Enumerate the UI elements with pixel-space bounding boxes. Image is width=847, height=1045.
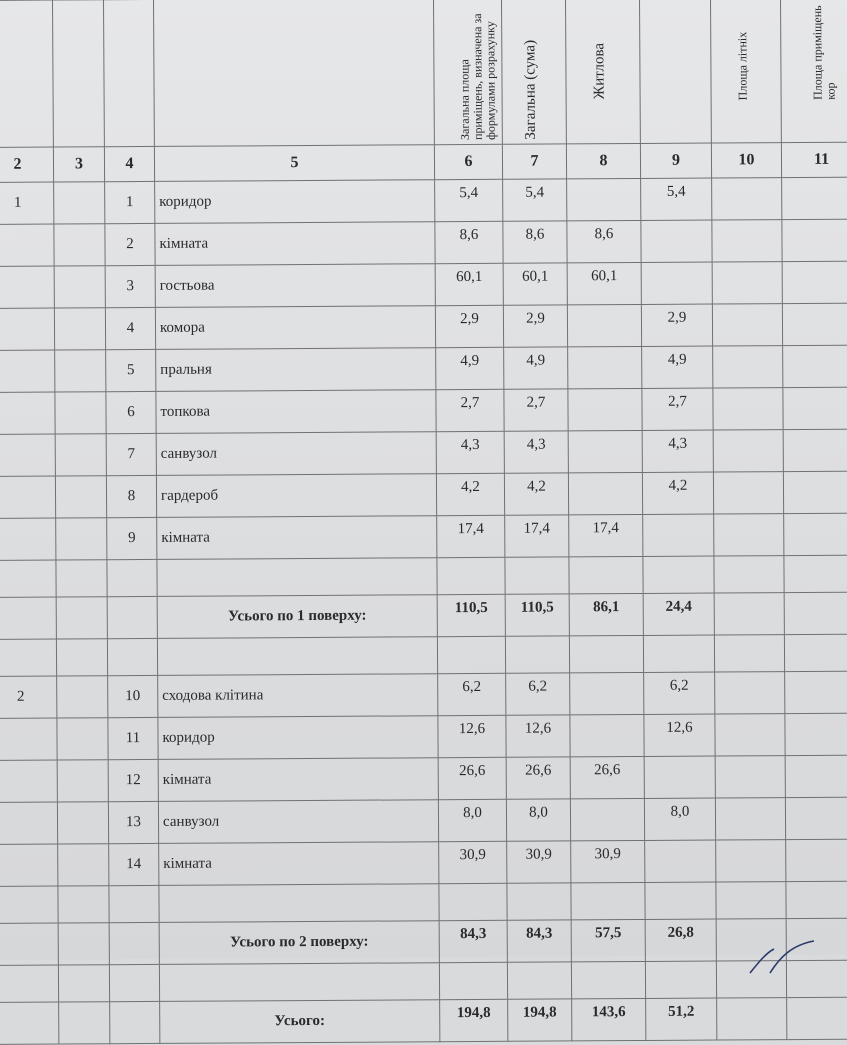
floor1-rows [0, 177, 847, 560]
table-row [0, 303, 847, 350]
empty-cell [783, 345, 847, 387]
area-auxiliary: 12,6 [644, 714, 715, 756]
area-total-formula: 8,0 [438, 799, 506, 841]
empty-cell [785, 713, 847, 755]
floor2-total-c8: 57,5 [571, 919, 645, 961]
floor2-total-c6: 84,3 [439, 920, 507, 962]
room-name: комора [155, 306, 435, 350]
area-total-formula: 12,6 [438, 715, 506, 757]
col-number: 2 [0, 147, 54, 182]
room-name: гостьова [155, 264, 435, 308]
blank-row [0, 555, 847, 597]
col-number: 6 [434, 144, 502, 179]
floor-number [0, 434, 55, 476]
floor-number [0, 844, 58, 886]
area-total-formula: 4,9 [436, 347, 504, 389]
blank-row [0, 881, 847, 923]
room-name: кімната [155, 222, 435, 266]
area-total-formula: 8,6 [435, 221, 503, 263]
area-living [568, 388, 642, 430]
area-total: 4,3 [504, 431, 568, 473]
floor-number: 1 [0, 182, 54, 224]
floor-number [0, 350, 55, 392]
room-number: 14 [109, 843, 159, 885]
area-total-formula: 2,7 [436, 389, 504, 431]
empty-cell [56, 518, 107, 560]
room-name: сходова клітина [158, 674, 438, 718]
empty-cell [57, 718, 108, 760]
floor-number [0, 718, 57, 760]
header-col8: Житлова [590, 42, 608, 100]
room-name: кімната [158, 758, 438, 802]
room-number: 2 [105, 223, 155, 265]
area-auxiliary [644, 756, 715, 798]
col-number: 5 [154, 145, 434, 182]
room-name: кімната [157, 516, 437, 560]
room-number: 7 [106, 433, 156, 475]
room-name: коридор [158, 716, 438, 760]
room-number: 1 [105, 181, 155, 223]
area-living [568, 346, 642, 388]
table-row [0, 261, 847, 308]
area-living: 30,9 [571, 840, 645, 882]
floor1-total-c6: 110,5 [437, 594, 505, 636]
empty-cell [714, 514, 784, 556]
col-number: 7 [502, 144, 566, 179]
area-total: 26,6 [506, 757, 570, 799]
empty-cell [782, 177, 847, 219]
area-total: 4,9 [504, 347, 568, 389]
empty-cell [715, 798, 785, 840]
area-total-formula: 6,2 [438, 673, 506, 715]
room-name: санвузол [156, 432, 436, 476]
area-living: 60,1 [567, 262, 641, 304]
area-total: 2,7 [504, 389, 568, 431]
area-auxiliary [641, 220, 712, 262]
empty-cell [785, 671, 847, 713]
floor1-total-c7: 110,5 [505, 594, 569, 636]
area-living [567, 304, 641, 346]
area-auxiliary: 2,7 [642, 388, 713, 430]
floor-number [0, 760, 57, 802]
table-row [0, 471, 847, 518]
area-total: 2,9 [503, 305, 567, 347]
area-total: 12,6 [506, 715, 570, 757]
floor2-rows [0, 671, 847, 886]
signature-mark [730, 935, 820, 975]
area-auxiliary: 2,9 [641, 304, 712, 346]
empty-cell [713, 472, 783, 514]
empty-cell [712, 304, 782, 346]
empty-cell [715, 756, 785, 798]
empty-cell [783, 387, 847, 429]
floor2-total-label: Усього по 2 поверху: [159, 921, 439, 965]
room-name: коридор [155, 180, 435, 224]
table-row [0, 387, 847, 434]
empty-cell [54, 266, 105, 308]
area-auxiliary [645, 840, 716, 882]
area-total-formula: 4,2 [436, 473, 504, 515]
area-auxiliary: 4,2 [642, 472, 713, 514]
col-number: 9 [640, 143, 711, 178]
area-auxiliary [641, 262, 712, 304]
empty-cell [782, 219, 847, 261]
empty-cell [58, 844, 109, 886]
grand-total-c7: 194,8 [508, 999, 572, 1041]
area-auxiliary [643, 514, 714, 556]
grand-total-c6: 194,8 [440, 999, 508, 1041]
empty-cell [713, 388, 783, 430]
room-number: 11 [108, 717, 158, 759]
empty-cell [782, 261, 847, 303]
floor-number [0, 308, 55, 350]
empty-cell [786, 839, 847, 881]
empty-cell [55, 392, 106, 434]
empty-cell [712, 178, 782, 220]
empty-cell [57, 760, 108, 802]
grand-total-row [0, 997, 847, 1044]
floor2-total-row [0, 918, 847, 965]
floor-number [0, 476, 56, 518]
empty-cell [712, 220, 782, 262]
floor-number [0, 518, 56, 560]
floor1-total-c8: 86,1 [569, 593, 643, 635]
floor-number: 2 [0, 676, 57, 718]
area-living: 17,4 [569, 514, 643, 556]
area-living [567, 178, 641, 220]
empty-cell [57, 802, 108, 844]
header-col6: Загальна площа приміщень, визначена за формулами розрахунку [456, 13, 498, 141]
area-total: 8,0 [506, 799, 570, 841]
col-number: 4 [104, 146, 154, 181]
area-living [568, 430, 642, 472]
room-name: гардероб [156, 474, 436, 518]
blank-row [0, 634, 847, 676]
floor-number [0, 224, 54, 266]
area-total-formula: 60,1 [435, 263, 503, 305]
grand-total-c9: 51,2 [646, 998, 717, 1040]
area-total-formula: 4,3 [436, 431, 504, 473]
empty-cell [712, 262, 782, 304]
table-row [0, 219, 847, 266]
grand-total-label: Усього: [160, 1000, 440, 1044]
area-total: 6,2 [506, 673, 570, 715]
room-number: 3 [105, 265, 155, 307]
area-total-formula: 26,6 [438, 757, 506, 799]
table-row [0, 839, 847, 886]
area-living [570, 798, 644, 840]
header-col10: Площа літніх [734, 31, 750, 101]
area-total-formula: 17,4 [437, 515, 505, 557]
room-number: 6 [106, 391, 156, 433]
area-auxiliary: 8,0 [644, 798, 715, 840]
header-col11: Площа приміщень кор [809, 5, 838, 100]
area-total: 17,4 [505, 515, 569, 557]
area-living [570, 714, 644, 756]
room-number: 9 [107, 517, 157, 559]
empty-cell [713, 430, 783, 472]
floor-number [0, 802, 58, 844]
floor2-total-c7: 84,3 [507, 920, 571, 962]
blank-row [0, 960, 847, 1002]
area-living: 26,6 [570, 756, 644, 798]
floor-number [0, 392, 55, 434]
empty-cell [713, 346, 783, 388]
empty-cell [782, 303, 847, 345]
room-name: пральня [156, 348, 436, 392]
col-number: 11 [781, 142, 847, 177]
empty-cell [55, 350, 106, 392]
floor1-total-c9: 24,4 [643, 593, 714, 635]
empty-cell [783, 429, 847, 471]
area-total: 5,4 [503, 179, 567, 221]
area-auxiliary: 4,9 [642, 346, 713, 388]
empty-cell [715, 672, 785, 714]
empty-cell [784, 513, 847, 555]
table-row [0, 345, 847, 392]
room-name: топкова [156, 390, 436, 434]
area-living [568, 472, 642, 514]
area-auxiliary: 4,3 [642, 430, 713, 472]
empty-cell [54, 224, 105, 266]
room-number: 5 [106, 349, 156, 391]
empty-cell [55, 476, 106, 518]
room-number: 10 [108, 675, 158, 717]
area-living: 8,6 [567, 220, 641, 262]
area-total-formula: 30,9 [439, 841, 507, 883]
floor-number [0, 266, 54, 308]
empty-cell [54, 308, 105, 350]
floor1-total-label: Усього по 1 поверху: [157, 595, 437, 639]
area-auxiliary: 5,4 [641, 178, 712, 220]
empty-cell [55, 434, 106, 476]
table-row [0, 513, 847, 560]
empty-cell [715, 714, 785, 756]
room-number: 4 [105, 307, 155, 349]
table-row [0, 671, 847, 718]
room-number: 12 [108, 759, 158, 801]
empty-cell [785, 755, 847, 797]
table-row [0, 429, 847, 476]
area-living [570, 672, 644, 714]
area-total-formula: 5,4 [435, 179, 503, 221]
grand-total-c8: 143,6 [572, 998, 646, 1040]
area-total: 30,9 [507, 841, 571, 883]
area-total: 4,2 [504, 473, 568, 515]
column-number-row [0, 142, 847, 182]
room-name: кімната [159, 842, 439, 886]
empty-cell [716, 840, 786, 882]
room-number: 8 [106, 475, 156, 517]
table-row [0, 713, 847, 760]
header-row [0, 0, 847, 147]
col-number: 3 [53, 147, 104, 182]
header-col7: Загальна (сума) [521, 39, 539, 140]
table-row [0, 755, 847, 802]
floor2-total-c9: 26,8 [645, 919, 716, 961]
floor1-total-row [0, 592, 847, 639]
area-total: 8,6 [503, 221, 567, 263]
area-total: 60,1 [503, 263, 567, 305]
table-row [0, 177, 847, 224]
col-number: 8 [566, 143, 640, 178]
empty-cell [783, 471, 847, 513]
empty-cell [54, 182, 105, 224]
room-name: санвузол [158, 800, 438, 844]
empty-cell [57, 676, 108, 718]
area-auxiliary: 6,2 [644, 672, 715, 714]
empty-cell [785, 797, 847, 839]
area-total-formula: 2,9 [435, 305, 503, 347]
room-number: 13 [108, 801, 158, 843]
col-number: 10 [711, 143, 781, 178]
table-row [0, 797, 847, 844]
